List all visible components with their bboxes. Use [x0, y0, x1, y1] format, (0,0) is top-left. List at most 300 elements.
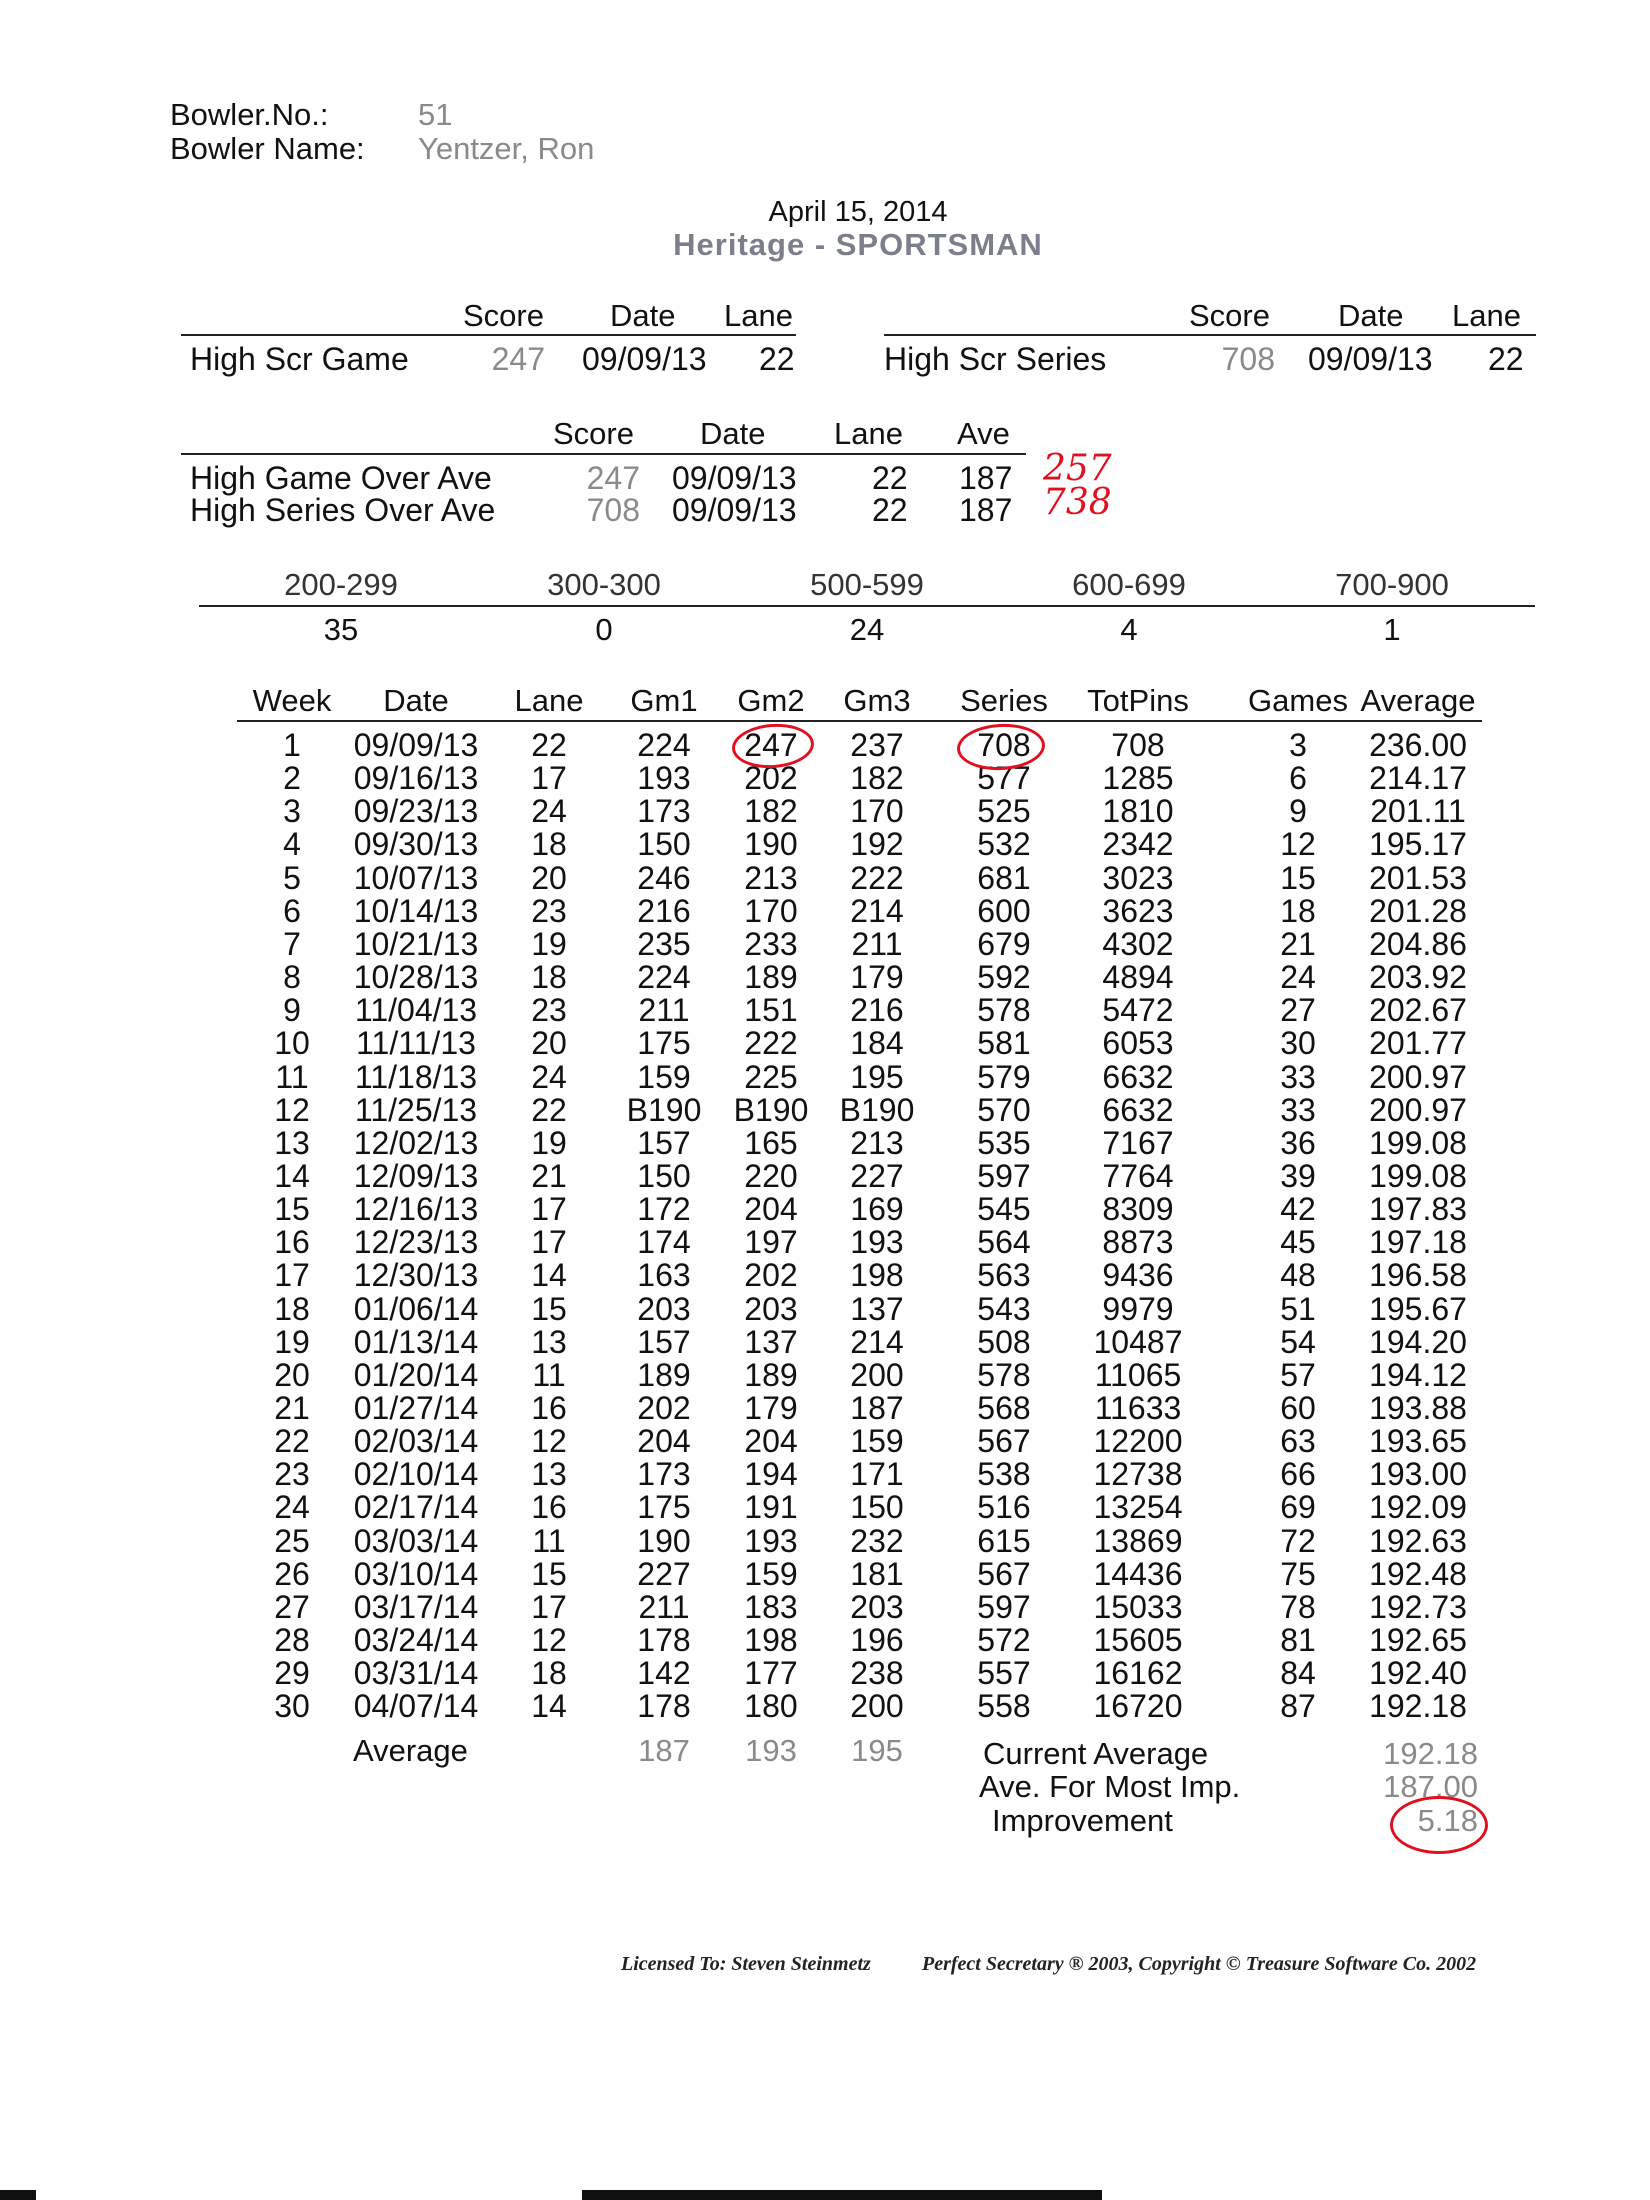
- cell-gm3: 193: [850, 1224, 904, 1261]
- cell-totpins: 15605: [1093, 1622, 1183, 1659]
- over-ave-h-ave: Ave: [957, 416, 1010, 451]
- cell-gm3: 150: [850, 1489, 904, 1526]
- average-gm3: 195: [851, 1733, 903, 1768]
- cell-lane: 17: [531, 1588, 567, 1625]
- cell-gm2: 247: [744, 727, 798, 763]
- cell-lane: 23: [531, 892, 567, 929]
- cell-average: 192.63: [1369, 1522, 1467, 1559]
- cell-date: 11/04/13: [354, 992, 478, 1029]
- cell-totpins: 7167: [1102, 1124, 1174, 1161]
- cell-series: 708: [977, 727, 1031, 763]
- cell-totpins: 6053: [1102, 1025, 1174, 1062]
- cell-date: 12/02/13: [353, 1124, 479, 1161]
- cell-week: 4: [283, 826, 301, 863]
- over-ave-h-score: Score: [553, 416, 634, 451]
- table-row: [0, 1356, 1650, 1393]
- cell-average: 202.67: [1369, 992, 1467, 1029]
- col-header-gm2: Gm2: [737, 683, 805, 718]
- cell-series: 558: [977, 1688, 1031, 1725]
- cell-games: 33: [1280, 1058, 1316, 1095]
- cell-series: 581: [977, 1025, 1031, 1062]
- cell-average: 192.65: [1369, 1622, 1467, 1659]
- range-value: 1: [1383, 612, 1401, 647]
- over-ave-series-date: 09/09/13: [672, 492, 797, 528]
- cell-gm3: 187: [850, 1390, 904, 1426]
- current-average-label: Current Average: [983, 1736, 1209, 1771]
- cell-games: 21: [1280, 925, 1316, 962]
- cell-gm2: 189: [744, 1356, 798, 1393]
- cell-gm3: 200: [850, 1356, 904, 1393]
- cell-date: 02/03/14: [353, 1423, 479, 1460]
- cell-games: 9: [1289, 793, 1307, 830]
- high-game-h-score: Score: [463, 298, 544, 333]
- bowler-name-value: Yentzer, Ron: [418, 131, 595, 166]
- cell-series: 572: [977, 1622, 1031, 1659]
- over-ave-series-label: High Series Over Ave: [190, 492, 496, 528]
- scan-edge: [0, 2190, 36, 2200]
- cell-gm2: 183: [744, 1588, 798, 1625]
- cell-average: 192.40: [1369, 1655, 1467, 1692]
- cell-lane: 20: [531, 859, 567, 896]
- cell-gm2: 159: [744, 1555, 798, 1592]
- table-row: [0, 1425, 1650, 1458]
- cell-date: 03/10/14: [353, 1555, 479, 1592]
- cell-gm1: 227: [637, 1555, 691, 1592]
- col-header-lane: Lane: [514, 683, 584, 718]
- cell-games: 24: [1280, 959, 1316, 996]
- cell-gm1: 235: [637, 925, 691, 962]
- cell-date: 11/25/13: [354, 1091, 478, 1128]
- over-ave-game-lane: 22: [872, 460, 908, 496]
- high-series-score: 708: [1221, 341, 1275, 377]
- handwritten-note-series: 738: [1043, 482, 1112, 523]
- cell-average: 195.17: [1369, 826, 1467, 863]
- cell-gm3: 214: [850, 1323, 904, 1360]
- cell-games: 15: [1280, 859, 1316, 896]
- cell-week: 2: [283, 760, 301, 797]
- high-game-lane: 22: [759, 341, 795, 377]
- cell-date: 12/16/13: [353, 1191, 479, 1228]
- cell-gm2: 189: [744, 959, 798, 996]
- cell-average: 192.18: [1369, 1688, 1467, 1725]
- cell-games: 66: [1280, 1456, 1316, 1493]
- cell-gm3: 179: [850, 959, 904, 996]
- cell-gm3: 159: [850, 1423, 904, 1460]
- cell-gm1: 159: [637, 1058, 691, 1095]
- cell-gm2: 151: [744, 992, 798, 1029]
- cell-games: 87: [1280, 1688, 1316, 1725]
- high-series-h-date: Date: [1338, 298, 1404, 333]
- cell-totpins: 16162: [1093, 1655, 1183, 1692]
- cell-lane: 24: [531, 1058, 567, 1095]
- cell-date: 12/23/13: [353, 1224, 479, 1261]
- cell-gm1: 202: [637, 1390, 691, 1426]
- cell-games: 18: [1280, 892, 1316, 929]
- cell-gm1: 175: [637, 1025, 691, 1062]
- cell-series: 597: [977, 1157, 1031, 1194]
- cell-date: 01/06/14: [353, 1290, 479, 1327]
- cell-series: 516: [977, 1489, 1031, 1526]
- cell-series: 577: [977, 760, 1031, 797]
- cell-series: 538: [977, 1456, 1031, 1493]
- high-game-h-lane: Lane: [724, 298, 793, 333]
- cell-games: 54: [1280, 1323, 1316, 1360]
- cell-totpins: 1810: [1102, 793, 1174, 830]
- cell-gm1: 173: [637, 793, 691, 830]
- table-row: [0, 1124, 1650, 1161]
- cell-gm1: B190: [626, 1091, 702, 1128]
- cell-games: 63: [1280, 1423, 1316, 1460]
- cell-gm3: 200: [850, 1688, 904, 1725]
- col-header-series: Series: [960, 683, 1048, 718]
- cell-series: 543: [977, 1290, 1031, 1327]
- cell-week: 18: [274, 1290, 310, 1327]
- cell-gm2: 220: [744, 1157, 798, 1194]
- cell-totpins: 4894: [1102, 959, 1174, 996]
- cell-lane: 11: [532, 1522, 566, 1559]
- cell-gm1: 150: [637, 1157, 691, 1194]
- averages-label: Average: [353, 1733, 468, 1768]
- cell-week: 20: [274, 1356, 310, 1393]
- col-header-gm1: Gm1: [630, 683, 698, 718]
- cell-series: 557: [977, 1655, 1031, 1692]
- cell-gm3: 227: [850, 1157, 904, 1194]
- cell-gm1: 189: [637, 1356, 691, 1393]
- divider: [181, 334, 796, 336]
- cell-date: 09/30/13: [353, 826, 479, 863]
- cell-week: 28: [274, 1622, 310, 1659]
- cell-average: 199.08: [1369, 1124, 1467, 1161]
- cell-games: 12: [1280, 826, 1316, 863]
- cell-average: 201.77: [1369, 1025, 1467, 1062]
- footer-licensed: Licensed To: Steven Steinmetz: [621, 1953, 871, 1975]
- cell-week: 11: [275, 1058, 309, 1095]
- cell-date: 02/17/14: [353, 1489, 479, 1526]
- cell-gm2: 179: [744, 1390, 798, 1426]
- handwritten-note-game: 257: [1043, 448, 1112, 489]
- cell-series: 600: [977, 892, 1031, 929]
- table-row: [0, 729, 1650, 762]
- cell-games: 42: [1280, 1191, 1316, 1228]
- table-row: [0, 961, 1650, 994]
- cell-gm3: 198: [850, 1257, 904, 1294]
- cell-gm3: 203: [850, 1588, 904, 1625]
- cell-series: 592: [977, 959, 1031, 996]
- cell-games: 33: [1280, 1091, 1316, 1128]
- cell-gm2: 213: [744, 859, 798, 896]
- table-row: [0, 1323, 1650, 1360]
- cell-totpins: 3623: [1102, 892, 1174, 929]
- cell-games: 36: [1280, 1124, 1316, 1161]
- high-game-score: 247: [491, 341, 545, 377]
- cell-series: 535: [977, 1124, 1031, 1161]
- cell-gm1: 193: [637, 760, 691, 797]
- cell-totpins: 13869: [1093, 1522, 1183, 1559]
- cell-average: 201.53: [1369, 859, 1467, 896]
- cell-lane: 12: [531, 1423, 567, 1460]
- table-row: [0, 1058, 1650, 1095]
- divider: [884, 334, 1536, 336]
- cell-lane: 23: [531, 992, 567, 1029]
- cell-series: 681: [977, 859, 1031, 896]
- cell-average: 193.00: [1369, 1456, 1467, 1493]
- average-gm2: 193: [745, 1733, 797, 1768]
- cell-gm3: 169: [850, 1191, 904, 1228]
- cell-average: 199.08: [1369, 1157, 1467, 1194]
- bowler-no-label: Bowler.No.:: [170, 97, 329, 132]
- table-row: [0, 1226, 1650, 1259]
- cell-games: 60: [1280, 1390, 1316, 1426]
- cell-week: 24: [274, 1489, 310, 1526]
- cell-series: 567: [977, 1555, 1031, 1592]
- cell-lane: 21: [531, 1157, 567, 1194]
- table-row: [0, 1290, 1650, 1327]
- cell-gm3: 196: [850, 1622, 904, 1659]
- cell-series: 615: [977, 1522, 1031, 1559]
- cell-games: 69: [1280, 1489, 1316, 1526]
- cell-average: 197.83: [1369, 1191, 1467, 1228]
- over-ave-h-lane: Lane: [834, 416, 903, 451]
- cell-week: 30: [274, 1688, 310, 1725]
- cell-gm1: 157: [637, 1124, 691, 1161]
- cell-totpins: 16720: [1093, 1688, 1183, 1725]
- cell-lane: 17: [531, 1224, 567, 1261]
- cell-games: 78: [1280, 1588, 1316, 1625]
- cell-totpins: 3023: [1102, 859, 1174, 896]
- cell-lane: 14: [531, 1257, 567, 1294]
- cell-average: 201.11: [1370, 793, 1466, 830]
- cell-average: 193.88: [1369, 1390, 1467, 1426]
- range-header: 300-300: [547, 567, 661, 602]
- divider: [181, 453, 1026, 455]
- cell-totpins: 5472: [1102, 992, 1174, 1029]
- cell-gm2: 202: [744, 1257, 798, 1294]
- red-circle-improvement-annotation: [1390, 1796, 1488, 1854]
- cell-average: 200.97: [1369, 1091, 1467, 1128]
- cell-lane: 22: [531, 727, 567, 763]
- cell-series: 564: [977, 1224, 1031, 1261]
- cell-date: 04/07/14: [353, 1688, 479, 1725]
- average-gm1: 187: [638, 1733, 690, 1768]
- cell-average: 192.48: [1369, 1555, 1467, 1592]
- cell-week: 8: [283, 959, 301, 996]
- cell-gm1: 224: [637, 727, 691, 763]
- cell-gm2: 194: [744, 1456, 798, 1493]
- col-header-games: Games: [1248, 683, 1348, 718]
- cell-date: 10/14/13: [353, 892, 479, 929]
- table-row: [0, 1392, 1650, 1425]
- cell-gm1: 216: [637, 892, 691, 929]
- cell-week: 25: [274, 1522, 310, 1559]
- cell-series: 532: [977, 826, 1031, 863]
- cell-totpins: 7764: [1102, 1157, 1174, 1194]
- cell-date: 10/28/13: [353, 959, 479, 996]
- cell-date: 11/18/13: [354, 1058, 478, 1095]
- cell-games: 48: [1280, 1257, 1316, 1294]
- cell-series: 508: [977, 1323, 1031, 1360]
- cell-series: 597: [977, 1588, 1031, 1625]
- divider: [237, 720, 1482, 722]
- cell-games: 3: [1289, 727, 1307, 763]
- col-header-date: Date: [383, 683, 449, 718]
- league-name: Heritage - SPORTSMAN: [673, 227, 1043, 262]
- cell-series: 578: [977, 992, 1031, 1029]
- over-ave-game-score: 247: [586, 460, 640, 496]
- cell-week: 9: [283, 992, 301, 1029]
- cell-date: 09/23/13: [353, 793, 479, 830]
- cell-week: 10: [274, 1025, 310, 1062]
- cell-gm1: 175: [637, 1489, 691, 1526]
- cell-week: 1: [283, 727, 301, 763]
- cell-gm3: 216: [850, 992, 904, 1029]
- cell-gm3: 181: [850, 1555, 904, 1592]
- cell-gm2: 233: [744, 925, 798, 962]
- cell-gm3: 213: [850, 1124, 904, 1161]
- cell-week: 7: [283, 925, 301, 962]
- cell-gm1: 203: [637, 1290, 691, 1327]
- cell-gm3: 214: [850, 892, 904, 929]
- range-value: 4: [1120, 612, 1138, 647]
- table-row: [0, 1555, 1650, 1592]
- cell-week: 17: [274, 1257, 310, 1294]
- cell-week: 19: [274, 1323, 310, 1360]
- cell-gm2: 202: [744, 760, 798, 797]
- cell-date: 10/07/13: [353, 859, 479, 896]
- col-header-gm3: Gm3: [843, 683, 911, 718]
- table-row: [0, 1657, 1650, 1690]
- cell-date: 11/11/13: [356, 1025, 476, 1062]
- cell-average: 192.73: [1369, 1588, 1467, 1625]
- table-row: [0, 1157, 1650, 1194]
- cell-gm1: 204: [637, 1423, 691, 1460]
- cell-series: 568: [977, 1390, 1031, 1426]
- table-row: [0, 1491, 1650, 1524]
- cell-average: 193.65: [1369, 1423, 1467, 1460]
- table-row: [0, 795, 1650, 828]
- table-row: [0, 1624, 1650, 1657]
- cell-date: 01/13/14: [353, 1323, 479, 1360]
- cell-date: 12/30/13: [353, 1257, 479, 1294]
- cell-totpins: 4302: [1102, 925, 1174, 962]
- cell-totpins: 10487: [1093, 1323, 1183, 1360]
- table-row: [0, 1193, 1650, 1226]
- cell-totpins: 14436: [1093, 1555, 1183, 1592]
- cell-games: 72: [1280, 1522, 1316, 1559]
- cell-gm3: 232: [850, 1522, 904, 1559]
- cell-gm3: 192: [850, 826, 904, 863]
- over-ave-series-ave: 187: [959, 492, 1013, 528]
- cell-lane: 15: [531, 1290, 567, 1327]
- cell-lane: 19: [531, 1124, 567, 1161]
- range-header: 500-599: [810, 567, 924, 602]
- divider: [199, 605, 1535, 607]
- cell-week: 13: [274, 1124, 310, 1161]
- cell-totpins: 15033: [1093, 1588, 1183, 1625]
- cell-totpins: 11633: [1094, 1390, 1182, 1426]
- cell-games: 81: [1280, 1622, 1316, 1659]
- cell-gm2: 182: [744, 793, 798, 830]
- table-row: [0, 925, 1650, 962]
- high-game-h-date: Date: [610, 298, 676, 333]
- table-row: [0, 1458, 1650, 1491]
- cell-gm1: 173: [637, 1456, 691, 1493]
- table-row: [0, 762, 1650, 795]
- cell-gm2: 193: [744, 1522, 798, 1559]
- cell-gm2: 170: [744, 892, 798, 929]
- cell-gm1: 163: [637, 1257, 691, 1294]
- cell-lane: 19: [531, 925, 567, 962]
- cell-date: 02/10/14: [353, 1456, 479, 1493]
- footer-copyright: Perfect Secretary ® 2003, Copyright © Treasure Software Co. 2002: [922, 1953, 1477, 1975]
- cell-week: 16: [274, 1224, 310, 1261]
- cell-gm3: 171: [850, 1456, 904, 1493]
- over-ave-h-date: Date: [700, 416, 766, 451]
- cell-series: 563: [977, 1257, 1031, 1294]
- cell-series: 545: [977, 1191, 1031, 1228]
- cell-games: 6: [1289, 760, 1307, 797]
- cell-week: 14: [274, 1157, 310, 1194]
- cell-lane: 16: [531, 1390, 567, 1426]
- high-series-date: 09/09/13: [1308, 341, 1433, 377]
- high-series-lane: 22: [1488, 341, 1524, 377]
- cell-gm2: 204: [744, 1423, 798, 1460]
- cell-date: 01/20/14: [353, 1356, 479, 1393]
- col-header-average: Average: [1360, 683, 1476, 718]
- cell-totpins: 1285: [1102, 760, 1174, 797]
- cell-lane: 24: [531, 793, 567, 830]
- over-ave-series-lane: 22: [872, 492, 908, 528]
- cell-gm3: 211: [851, 925, 903, 962]
- range-value: 24: [849, 612, 885, 647]
- cell-date: 09/09/13: [353, 727, 479, 763]
- cell-lane: 18: [531, 1655, 567, 1692]
- cell-totpins: 13254: [1093, 1489, 1183, 1526]
- cell-games: 84: [1280, 1655, 1316, 1692]
- cell-series: 679: [977, 925, 1031, 962]
- cell-lane: 11: [532, 1356, 566, 1393]
- cell-series: 567: [977, 1423, 1031, 1460]
- table-row: [0, 1690, 1650, 1723]
- cell-lane: 17: [531, 760, 567, 797]
- cell-average: 194.12: [1369, 1356, 1467, 1393]
- range-header: 600-699: [1072, 567, 1186, 602]
- cell-gm2: B190: [733, 1091, 809, 1128]
- cell-totpins: 12738: [1093, 1456, 1183, 1493]
- cell-series: 579: [977, 1058, 1031, 1095]
- cell-week: 3: [283, 793, 301, 830]
- cell-totpins: 6632: [1102, 1058, 1174, 1095]
- col-header-week: Week: [252, 683, 332, 718]
- cell-lane: 14: [531, 1688, 567, 1725]
- table-row: [0, 892, 1650, 929]
- most-imp-label: Ave. For Most Imp.: [979, 1769, 1241, 1804]
- cell-totpins: 2342: [1102, 826, 1174, 863]
- cell-gm3: B190: [839, 1091, 915, 1128]
- cell-gm2: 204: [744, 1191, 798, 1228]
- cell-gm2: 177: [744, 1655, 798, 1692]
- cell-gm1: 246: [637, 859, 691, 896]
- cell-date: 03/31/14: [353, 1655, 479, 1692]
- range-value: 0: [595, 612, 613, 647]
- improvement-label: Improvement: [992, 1803, 1173, 1838]
- cell-gm1: 211: [638, 992, 690, 1029]
- cell-totpins: 11065: [1094, 1356, 1182, 1393]
- cell-lane: 15: [531, 1555, 567, 1592]
- table-row: [0, 1259, 1650, 1292]
- bowler-no-value: 51: [418, 97, 453, 132]
- high-game-label: High Scr Game: [190, 341, 409, 377]
- cell-average: 236.00: [1369, 727, 1467, 763]
